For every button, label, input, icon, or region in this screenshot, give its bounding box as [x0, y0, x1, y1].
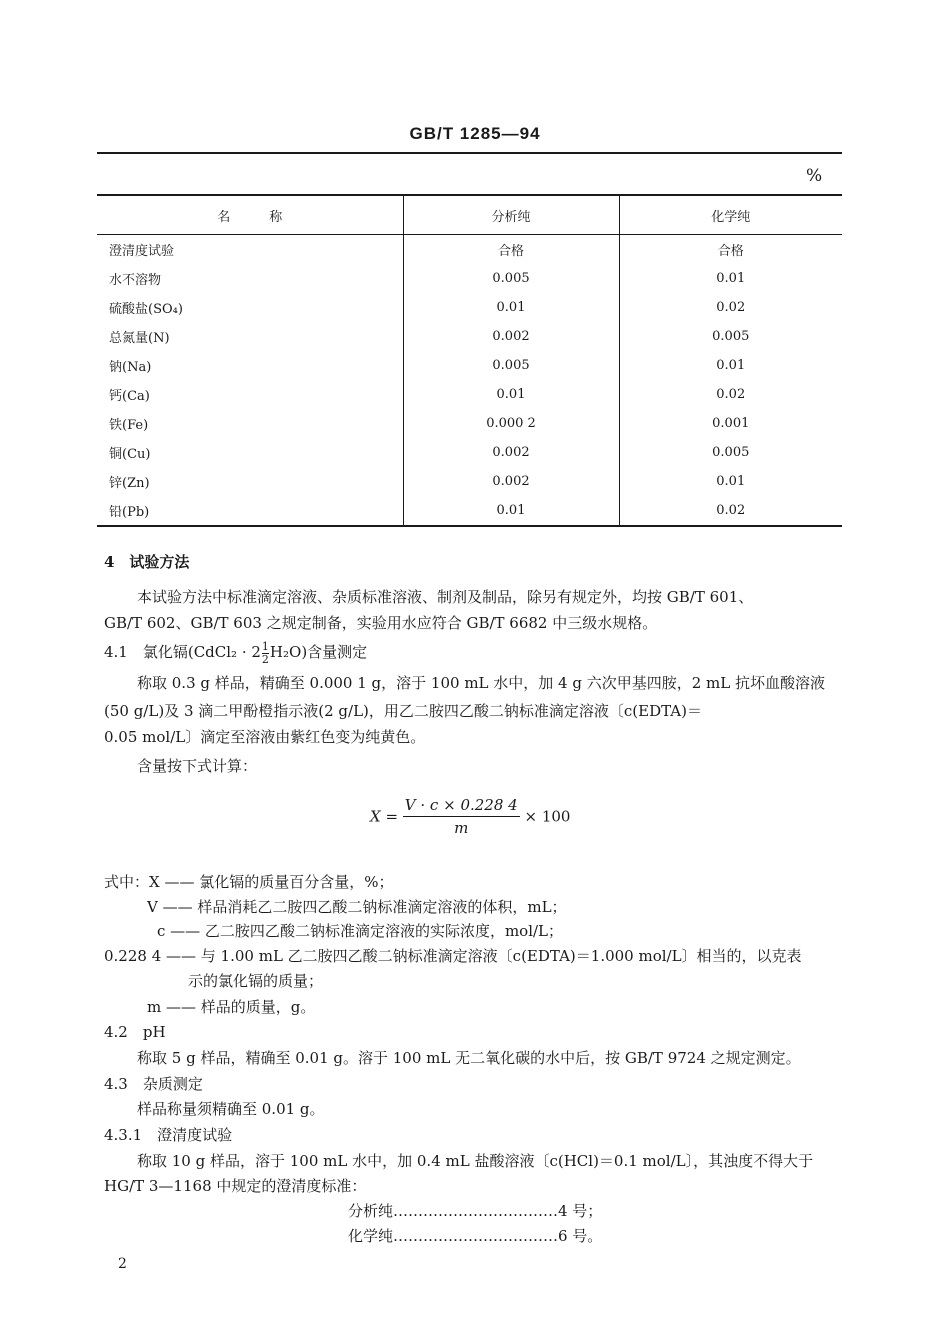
row-cp-value: 0.02	[619, 293, 842, 322]
row-cp-value: 合格	[619, 235, 842, 265]
row-name: 钠(Na)	[109, 360, 152, 375]
row-cp-value: 0.02	[619, 496, 842, 526]
formula-rhs: × 100	[524, 807, 571, 826]
section-4-3-line-1: 样品称量须精确至 0.01 g。	[137, 1100, 325, 1118]
calculation-intro: 含量按下式计算：	[137, 757, 258, 775]
row-ar-value: 0.005	[403, 351, 619, 380]
row-ar-value: 0.01	[403, 293, 619, 322]
table-row	[97, 351, 842, 380]
table-row	[97, 293, 842, 322]
table-unit: %	[806, 166, 823, 186]
formula-numerator: V · c × 0.228 4	[403, 796, 520, 817]
section-4-3-1-line-2: HG/T 3—1168 中规定的澄清度标准：	[104, 1177, 367, 1195]
row-ar-value: 0.01	[403, 496, 619, 526]
row-ar-value: 0.000 2	[403, 409, 619, 438]
section-4-3-1-heading: 4.3.1 澄清度试验	[104, 1126, 233, 1144]
row-name: 钙(Ca)	[109, 389, 150, 404]
row-cp-value: 0.01	[619, 264, 842, 293]
row-ar-value: 0.002	[403, 322, 619, 351]
column-header-analytical-grade: 分析纯	[403, 195, 619, 235]
column-header-chemical-grade: 化学纯	[619, 195, 842, 235]
table-row	[97, 438, 842, 467]
table-header-row	[97, 195, 842, 235]
formula-fraction	[403, 796, 520, 837]
content-formula	[370, 796, 570, 837]
row-cp-value: 0.02	[619, 380, 842, 409]
section-4-1-heading-pre: 4.1 氯化镉(CdCl₂ · 2	[104, 643, 261, 661]
section-4-3-1-line-1: 称取 10 g 样品，溶于 100 mL 水中，加 0.4 mL 盐酸溶液〔c(HCl)＝0.1 mol/L〕，其浊度不得大于	[137, 1152, 814, 1170]
table-row	[97, 235, 842, 265]
row-name: 水不溶物	[109, 273, 162, 288]
clarity-grade-chemical: 化学纯……………………………6 号。	[348, 1227, 603, 1245]
section-4-2-heading: 4.2 pH	[104, 1023, 166, 1041]
where-line-5: m —— 样品的质量，g。	[147, 998, 316, 1016]
row-name: 铜(Cu)	[109, 447, 151, 462]
heading-fraction-denominator: 2	[261, 652, 269, 666]
table-row	[97, 496, 842, 526]
row-name: 澄清度试验	[109, 244, 175, 259]
formula-lhs: X =	[370, 807, 399, 826]
clarity-grade-analytical: 分析纯……………………………4 号；	[348, 1202, 603, 1220]
row-cp-value: 0.005	[619, 322, 842, 351]
table-row	[97, 322, 842, 351]
section-4-heading: 4 试验方法	[104, 553, 190, 571]
row-name: 铁(Fe)	[109, 418, 149, 433]
row-ar-value: 0.002	[403, 438, 619, 467]
table-row	[97, 380, 842, 409]
header-rule	[97, 152, 842, 154]
column-header-name: 名 称	[97, 195, 403, 235]
heading-fraction-numerator: 1	[261, 639, 269, 653]
where-line-4: 0.228 4 —— 与 1.00 mL 乙二胺四乙酸二钠标准滴定溶液〔c(EDTA)＝1.000 mol/L〕相当的，以克表	[104, 947, 802, 965]
heading-fraction	[262, 641, 269, 666]
row-ar-value: 0.01	[403, 380, 619, 409]
section-4-1-heading-post: H₂O)含量测定	[269, 643, 368, 661]
row-ar-value: 0.002	[403, 467, 619, 496]
table-row	[97, 264, 842, 293]
page-number: 2	[118, 1256, 127, 1272]
row-cp-value: 0.001	[619, 409, 842, 438]
row-cp-value: 0.005	[619, 438, 842, 467]
where-line-2: V —— 样品消耗乙二胺四乙酸二钠标准滴定溶液的体积，mL；	[147, 898, 567, 916]
section-4-intro-line-1: 本试验方法中标准滴定溶液、杂质标准溶液、制剂及制品，除另有规定外，均按 GB/T 601、	[137, 588, 754, 606]
section-4-1-heading	[104, 638, 367, 666]
row-name: 硫酸盐(SO₄)	[109, 302, 183, 317]
row-cp-value: 0.01	[619, 351, 842, 380]
where-line-4-continued: 示的氯化镉的质量；	[188, 972, 324, 990]
table-row	[97, 409, 842, 438]
section-4-1-line-1: 称取 0.3 g 样品，精确至 0.000 1 g，溶于 100 mL 水中，加 4 g 六次甲基四胺，2 mL 抗坏血酸溶液	[137, 674, 825, 692]
row-cp-value: 0.01	[619, 467, 842, 496]
formula-denominator: m	[454, 819, 469, 837]
row-ar-value: 合格	[403, 235, 619, 265]
document-header: GB/T 1285—94	[409, 124, 541, 143]
row-name: 铅(Pb)	[97, 496, 403, 526]
section-4-3-heading: 4.3 杂质测定	[104, 1075, 203, 1093]
section-4-2-line-1: 称取 5 g 样品，精确至 0.01 g。溶于 100 mL 无二氧化碳的水中后，按 GB/T 9724 之规定测定。	[137, 1049, 801, 1067]
specification-table	[97, 194, 842, 527]
section-4-intro-line-2: GB/T 602、GB/T 603 之规定制备，实验用水应符合 GB/T 6682 中三级水规格。	[104, 614, 658, 632]
row-ar-value: 0.005	[403, 264, 619, 293]
row-name: 锌(Zn)	[109, 476, 150, 491]
where-line-1: 式中：X —— 氯化镉的质量百分含量，%；	[104, 873, 394, 891]
row-name: 总氮量(N)	[109, 331, 170, 346]
where-line-3: c —— 乙二胺四乙酸二钠标准滴定溶液的实际浓度，mol/L；	[157, 922, 564, 940]
section-4-1-line-3: 0.05 mol/L〕滴定至溶液由紫红色变为纯黄色。	[104, 728, 426, 746]
table-row	[97, 467, 842, 496]
section-4-1-line-2: (50 g/L)及 3 滴二甲酚橙指示液(2 g/L)，用乙二胺四乙酸二钠标准滴定溶液〔c(EDTA)＝	[104, 702, 702, 720]
